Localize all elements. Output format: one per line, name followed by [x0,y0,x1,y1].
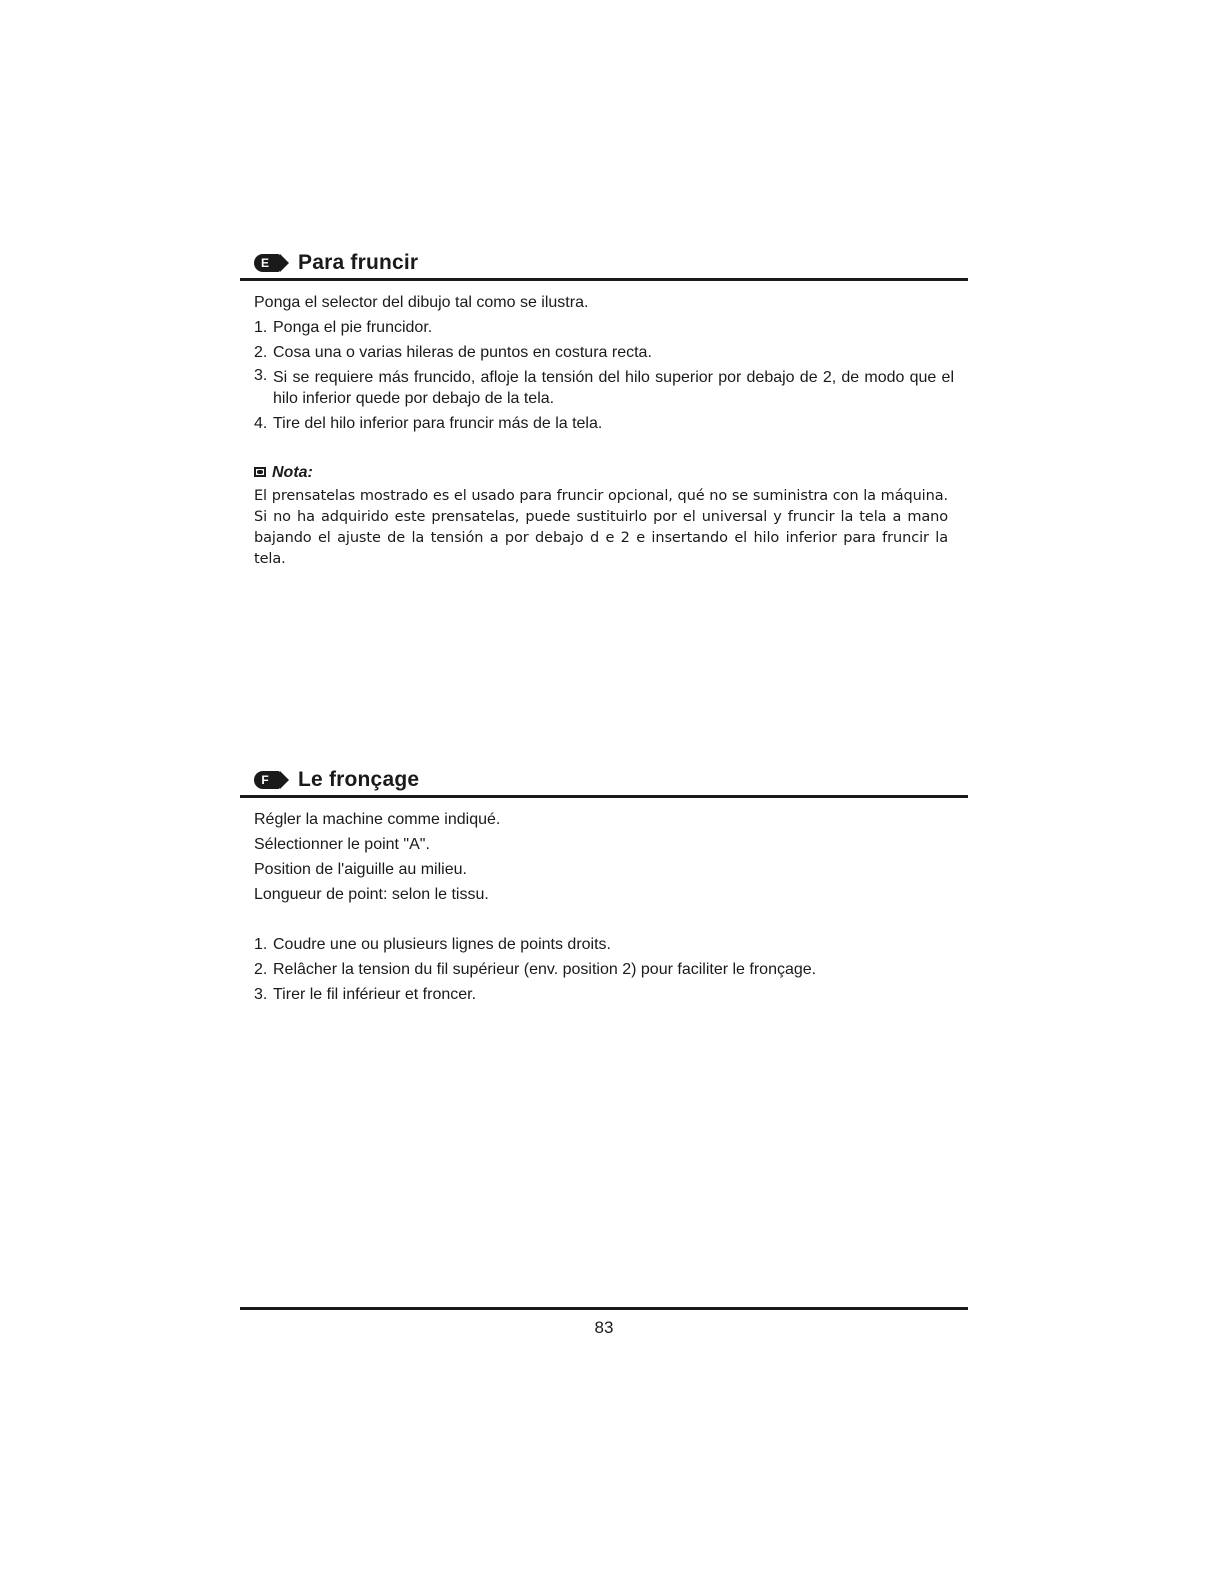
spacer [254,907,954,932]
language-badge-icon: F [254,771,280,789]
step-text: Cosa una o varias hileras de puntos en costura recta. [273,344,652,361]
note-block [254,461,954,570]
list-item [254,365,954,411]
setting-line: Position de l'aiguille au milieu. [254,861,467,878]
note-text: El prensatelas mostrado es el usado para fruncir opcional, qué no se suministra con la máquina. Si no ha adquirido este prensatelas, puede sustituirlo por el universal y fruncir la tela a mano bajando el ajuste de la tensión a por debajo d e 2 e insertando el hilo inferior para fruncir la tela. [254,488,948,567]
intro-text: Ponga el selector del dibujo tal como se ilustra. [254,294,589,311]
setting-line: Sélectionner le point "A". [254,836,430,853]
section-header-french [240,765,968,798]
step-text: Ponga el pie fruncidor. [273,319,433,336]
footer-divider [240,1307,968,1310]
step-text: Coudre une ou plusieurs lignes de points droits. [273,936,611,953]
step-number: 4. [254,415,268,432]
section-title: Le fronçage [298,768,420,791]
step-number: 3. [254,367,268,384]
setting-line: Longueur de point: selon le tissu. [254,886,489,903]
steps-list [254,315,954,436]
section-body-french [240,807,968,1007]
list-item [254,957,954,982]
setting-line: Régler la machine comme indiqué. [254,811,501,828]
step-text: Tire del hilo inferior para fruncir más de la tela. [273,415,603,432]
page-number: 83 [594,1318,614,1337]
step-number: 3. [254,986,268,1003]
section-header-spanish [240,248,968,281]
step-number: 1. [254,319,268,336]
list-item [254,315,954,340]
list-item [254,932,954,957]
section-french [240,765,968,1007]
section-title: Para fruncir [298,251,419,274]
list-item [254,982,954,1007]
note-label: Nota: [272,463,313,481]
step-number: 1. [254,936,268,953]
step-number: 2. [254,961,268,978]
steps-list [254,932,954,1007]
note-header [254,461,954,483]
note-icon [254,467,266,477]
section-body-spanish [240,290,968,570]
list-item [254,411,954,436]
language-badge-icon: E [254,254,280,272]
step-text: Si se requiere más fruncido, afloje la tensión del hilo superior por debajo de 2, de modo que el hilo inferior quede por debajo de la tela. [273,369,954,407]
section-spanish [240,248,968,585]
step-text: Tirer le fil inférieur et froncer. [273,986,477,1003]
list-item [254,340,954,365]
step-number: 2. [254,344,268,361]
step-text: Relâcher la tension du fil supérieur (env. position 2) pour faciliter le fronçage. [273,961,817,978]
